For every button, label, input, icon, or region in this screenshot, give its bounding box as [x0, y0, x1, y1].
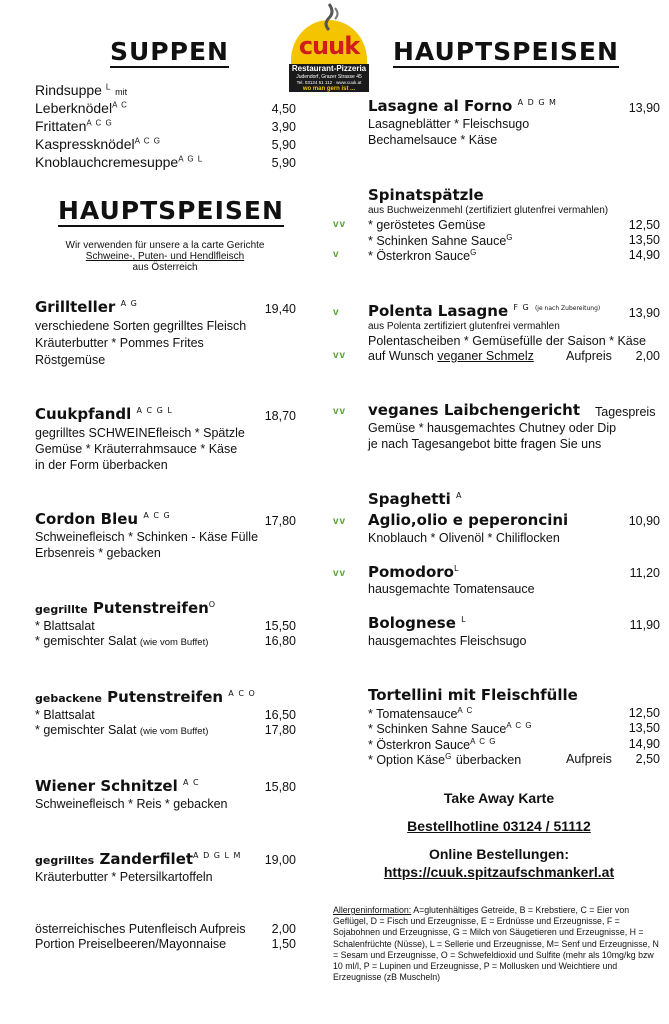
dish-note: (je nach Zubereitung) — [534, 305, 601, 312]
dish-putenstreifen-gegrillt — [35, 599, 216, 617]
allergen-code: A D G L M — [193, 851, 242, 860]
allergen-code: A C G — [470, 737, 497, 746]
dish-description: in der Form überbacken — [35, 458, 168, 472]
dish-option — [368, 706, 473, 721]
dish-name: Cordon Bleu — [35, 510, 139, 528]
option-label: * Tomatensauce — [368, 707, 458, 722]
allergen-code: A C G — [86, 118, 113, 128]
allergen-code: A C G — [506, 721, 533, 730]
price: 18,70 — [264, 409, 296, 423]
allergen-code: A C — [457, 706, 474, 715]
dish-option — [35, 634, 208, 648]
dish-name: Bolognese — [368, 614, 456, 632]
dish-spinatspaetzle: Spinatspätzle — [368, 186, 484, 204]
dish-lasagne — [368, 97, 557, 115]
price: 12,50 — [628, 218, 660, 232]
dish-name: Grillteller — [35, 298, 116, 316]
dish-pomodoro — [368, 563, 459, 581]
allergen-code: O — [208, 600, 217, 609]
logo — [285, 0, 373, 96]
surcharge-label: Aufpreis — [566, 752, 612, 766]
price: 17,80 — [264, 514, 296, 528]
price: 16,50 — [264, 708, 296, 722]
price: 14,90 — [628, 248, 660, 262]
option-label: * Österkron Sauce — [368, 249, 471, 264]
online-orders-label: Online Bestellungen: — [428, 846, 569, 862]
allergen-code: A G — [120, 299, 138, 308]
dish-description: gegrilltes SCHWEINEfleisch * Spätzle — [35, 426, 245, 440]
dish-name: Pomodoro — [368, 563, 454, 581]
dish-description: hausgemachte Tomatensauce — [368, 582, 535, 596]
allergen-info-text: A=glutenhältiges Getreide, B = Krebstiere, C = Eier von Geflügel, D = Fisch und Erzeugnisse, E = Erdnüsse und Erzeugnisse, F = Sojabohnen und Erzeugnisse, G = Milch von Säugetieren und Erzeugnisse, H = Schalenfrüchte (Nüsse), L = Sellerie und Erzeugnisse, M= Senf und Erzeugnisse, N = Sesam und Erzeugnisse, O = Schwefeldioxid und Sulfite (mehr als 10mg/kg bzw 10 ml/l, P = Lupinen und Erzeugnisse, P = Mollusken und Weichtiere und Erzeugnisse (zB Muscheln) — [333, 905, 659, 983]
dish-wiener-schnitzel — [35, 777, 200, 795]
dish-description: Polentascheiben * Gemüsefülle der Saison * Käse — [368, 334, 646, 348]
dish-option — [368, 752, 521, 767]
price: 1,50 — [271, 937, 296, 951]
hauptspeisen-title-right: HAUPTSPEISEN — [393, 37, 619, 66]
allergen-code: A C — [182, 778, 200, 787]
logo-subtitle: Restaurant-Pizzeria — [291, 64, 367, 73]
dish-bolognese — [368, 614, 467, 632]
logo-brand: cuuk — [298, 32, 360, 60]
soup-name: Leberknödel — [35, 100, 113, 116]
price: 15,80 — [264, 780, 296, 794]
price: 13,50 — [628, 721, 660, 735]
price: 12,50 — [628, 706, 660, 720]
allergen-code: L — [461, 615, 467, 624]
dish-description: hausgemachtes Fleischsugo — [368, 634, 527, 648]
allergen-code: A C O — [228, 689, 256, 698]
dish-description: verschiedene Sorten gegrilltes Fleisch — [35, 319, 247, 333]
allergen-info-label: Allergeninformation: — [333, 905, 412, 915]
dish-option — [368, 248, 477, 263]
option-note: (wie vom Buffet) — [139, 637, 209, 648]
option-note: (wie vom Buffet) — [139, 726, 209, 737]
dish-description: Erbsenreis * gebacken — [35, 546, 161, 560]
allergen-info — [333, 905, 663, 983]
price: 4,50 — [271, 102, 296, 116]
allergen-code: A D G M — [517, 98, 557, 107]
logo-address: Judendorf, Grazer Strasse 45 — [296, 74, 362, 80]
dish-description — [368, 349, 534, 363]
price: 13,90 — [628, 306, 660, 320]
dish-description: Schweinefleisch * Reis * gebacken — [35, 797, 228, 811]
dish-option — [368, 737, 496, 752]
soup-rindsuppe — [35, 82, 127, 98]
extra-line: Portion Preiselbeeren/Mayonnaise — [35, 937, 227, 951]
extra-line: österreichisches Putenfleisch Aufpreis — [35, 922, 246, 936]
dish-aglio-olio: Aglio,olio e peperoncini — [368, 511, 569, 529]
dish-note: aus Polenta zertifiziert glutenfrei vermahlen — [368, 321, 560, 332]
allergen-code: G — [445, 752, 453, 761]
dish-note: aus Buchweizenmehl (zertifiziert glutenfrei vermahlen) — [368, 205, 609, 216]
allergen-code: L — [453, 564, 460, 573]
vegan-marker: vv — [333, 350, 347, 361]
soup-name: Rindsuppe — [35, 82, 102, 98]
price: Tagespreis — [595, 405, 656, 419]
hauptspeisen-title-left: HAUPTSPEISEN — [58, 196, 284, 225]
dish-description: Gemüse * Kräuterrahmsauce * Käse — [35, 442, 238, 456]
price: 14,90 — [628, 737, 660, 751]
price: 2,00 — [635, 349, 660, 363]
dish-description: je nach Tagesangebot bitte fragen Sie uns — [368, 437, 602, 451]
price: 16,80 — [264, 634, 296, 648]
dish-name: Putenstreifen — [92, 599, 209, 617]
takeaway-title: Take Away Karte — [443, 790, 555, 806]
soup-leberknoedel — [35, 100, 128, 116]
logo-slogan: wo man gern ist ... — [302, 86, 356, 92]
price: 19,00 — [264, 853, 296, 867]
price: 2,00 — [271, 922, 296, 936]
dish-name: Lasagne al Forno — [368, 97, 513, 115]
price: 3,90 — [271, 120, 296, 134]
dish-name: Spaghetti — [368, 490, 451, 508]
option-label: * Schinken Sahne Sauce — [368, 722, 507, 737]
price: 10,90 — [628, 514, 660, 528]
vegan-marker: vv — [333, 568, 347, 579]
vegan-marker: vv — [333, 516, 347, 527]
dish-option — [368, 721, 533, 736]
soup-frittaten — [35, 118, 113, 134]
origin-note-line: aus Österreich — [132, 262, 198, 273]
option-label: * Schinken Sahne Sauce — [368, 234, 507, 249]
allergen-code: G — [506, 233, 514, 242]
origin-note — [35, 240, 295, 273]
dish-prefix: gebackene — [35, 692, 102, 705]
dish-name: Wiener Schnitzel — [35, 777, 178, 795]
dish-description: Kräuterbutter * Petersilkartoffeln — [35, 870, 213, 884]
price: 15,50 — [264, 619, 296, 633]
dish-cuukpfandl — [35, 405, 173, 423]
option-label: * gemischter Salat — [35, 634, 137, 648]
vegan-marker: v — [333, 249, 340, 260]
soup-knoblauchcremesuppe — [35, 154, 203, 170]
dish-option — [368, 233, 514, 248]
dish-description: Röstgemüse — [35, 353, 106, 367]
dish-name: Cuukpfandl — [35, 405, 132, 423]
allergen-code: A C G L — [136, 406, 173, 415]
dish-putenstreifen-gebacken — [35, 688, 256, 706]
dish-description: Gemüse * hausgemachtes Chutney oder Dip — [368, 421, 617, 435]
option-label: überbacken — [455, 753, 522, 768]
origin-note-line: Wir verwenden für unsere a la carte Gerichte — [65, 240, 265, 251]
dish-option: * geröstetes Gemüse — [368, 218, 486, 232]
allergen-code: G — [470, 248, 478, 257]
dish-option: * Blattsalat — [35, 619, 95, 633]
option-label: * Österkron Sauce — [368, 738, 471, 753]
price: 5,90 — [271, 138, 296, 152]
soup-name: Kaspressknödel — [35, 136, 135, 152]
logo-phone: Tel. 03124 51 112 · www.cuuk.at — [296, 80, 362, 85]
soup-kaspressknoedel — [35, 136, 161, 152]
dish-polenta-lasagne — [368, 302, 600, 320]
price: 2,50 — [635, 752, 660, 766]
dish-name: Polenta Lasagne — [368, 302, 509, 320]
dish-description: Bechamelsauce * Käse — [368, 133, 498, 147]
dish-spaghetti — [368, 490, 462, 508]
surcharge-label: Aufpreis — [566, 349, 612, 363]
dish-cordon-bleu — [35, 510, 171, 528]
allergen-code: A C G — [143, 511, 171, 520]
dish-option: * Blattsalat — [35, 708, 95, 722]
price: 13,90 — [628, 101, 660, 115]
desc-text: veganer Schmelz — [437, 349, 534, 363]
dish-description: Schweinefleisch * Schinken - Käse Fülle — [35, 530, 259, 544]
origin-note-line: Schweine-, Puten- und Hendlfleisch — [85, 251, 245, 262]
option-label: * gemischter Salat — [35, 723, 137, 737]
price: 17,80 — [264, 723, 296, 737]
allergen-code: A — [455, 491, 463, 500]
desc-text: auf Wunsch — [368, 349, 434, 363]
vegan-marker: vv — [333, 219, 347, 230]
allergen-code: A C G — [134, 136, 161, 146]
soup-name: Frittaten — [35, 118, 87, 134]
dish-name: Zanderfilet — [99, 850, 194, 868]
price: 11,20 — [629, 566, 660, 580]
price: 11,90 — [629, 618, 660, 632]
dish-zanderfilet — [35, 850, 241, 868]
suppen-title: SUPPEN — [110, 37, 229, 66]
allergen-code: F G — [513, 303, 530, 312]
price: 13,50 — [628, 233, 660, 247]
option-label: * Option Käse — [368, 753, 446, 768]
soup-extra: mit — [115, 87, 128, 97]
vegan-marker: v — [333, 307, 340, 318]
dish-description: Knoblauch * Olivenöl * Chiliflocken — [368, 531, 560, 545]
dish-vegan-laibchen: veganes Laibchengericht — [368, 401, 580, 419]
allergen-code: A G L — [178, 154, 204, 164]
dish-name: Putenstreifen — [107, 688, 224, 706]
dish-prefix: gegrillte — [35, 603, 88, 616]
price: 5,90 — [271, 156, 296, 170]
dish-tortellini: Tortellini mit Fleischfülle — [368, 686, 578, 704]
order-hotline[interactable]: Bestellhotline 03124 / 51112 — [407, 818, 591, 834]
order-url-link[interactable]: https://cuuk.spitzaufschmankerl.at — [383, 864, 615, 880]
dish-description: Kräuterbutter * Pommes Frites — [35, 336, 204, 350]
dish-prefix: gegrilltes — [35, 854, 95, 867]
allergen-code: A C — [112, 100, 128, 110]
price: 19,40 — [264, 302, 296, 316]
allergen-code: L — [105, 82, 112, 92]
vegan-marker: vv — [333, 406, 347, 417]
dish-option — [35, 723, 208, 737]
soup-name: Knoblauchcremesuppe — [35, 154, 179, 170]
dish-grillteller — [35, 298, 138, 316]
dish-description: Lasagneblätter * Fleischsugo — [368, 117, 530, 131]
